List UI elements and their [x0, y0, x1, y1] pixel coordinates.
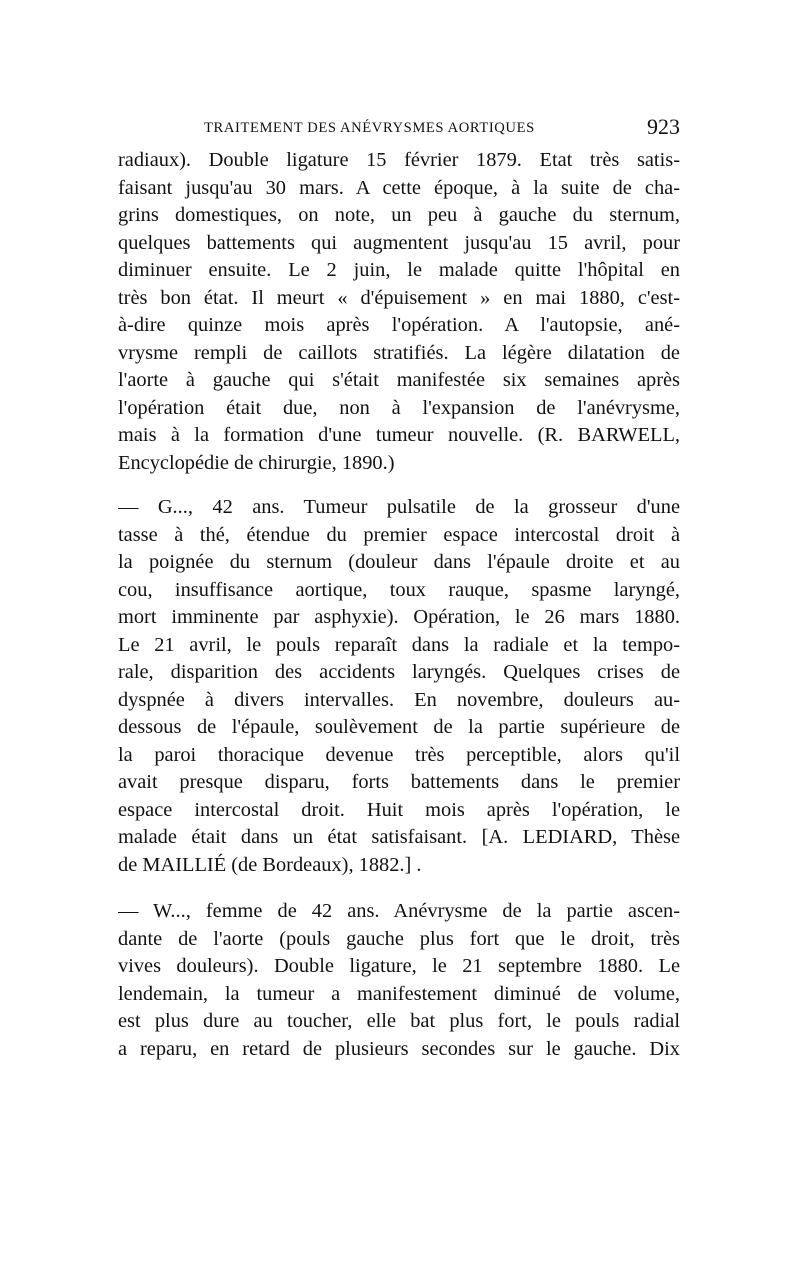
text-line: dyspnée à divers intervalles. En novembre, douleurs au- [118, 688, 680, 711]
text-line: rale, disparition des accidents laryngés. Quelques crises de [118, 661, 680, 683]
text-line: diminuer ensuite. Le 2 juin, le malade quitte l'hôpital en [118, 259, 680, 281]
text-line: à-dire quinze mois après l'opération. A l'autopsie, ané- [118, 314, 680, 336]
running-title: TRAITEMENT DES ANÉVRYSMES AORTIQUES [204, 120, 535, 136]
text-line: avait presque disparu, forts battements dans le premier [118, 771, 680, 793]
text-line: dante de l'aorte (pouls gauche plus fort que le droit, très [118, 927, 680, 950]
page-number: 923 [647, 114, 680, 139]
text-line: la poignée du sternum (douleur dans l'épaule droite et au [118, 551, 680, 573]
text-line: cou, insuffisance aortique, toux rauque, spasme laryngé, [118, 578, 680, 601]
text-line: lendemain, la tumeur a manifestement diminué de volume, [118, 982, 680, 1005]
text-line: faisant jusqu'au 30 mars. A cette époque, à la suite de cha- [118, 176, 680, 199]
text-line: quelques battements qui augmentent jusqu'au 15 avril, pour [118, 231, 680, 254]
paragraph-w-case [118, 898, 680, 1063]
text-line: vives douleurs). Double ligature, le 21 septembre 1880. Le [118, 955, 680, 977]
text-line: très bon état. Il meurt « d'épuisement » en mai 1880, c'est- [118, 286, 680, 309]
text-line: Encyclopédie de chirurgie, 1890.) [118, 451, 395, 474]
text-line: — W..., femme de 42 ans. Anévrysme de la partie ascen- [118, 900, 680, 922]
text-line: de MAILLIÉ (de Bordeaux), 1882.] . [118, 853, 422, 876]
text-line: Le 21 avril, le pouls reparaît dans la radiale et la tempo- [118, 633, 680, 656]
text-line: dessous de l'épaule, soulèvement de la partie supérieure de [118, 716, 680, 738]
text-line: mort imminente par asphyxie). Opération, le 26 mars 1880. [118, 606, 680, 628]
text-line: vrysme rempli de caillots stratifiés. La légère dilatation de [118, 341, 680, 364]
text-line: mais à la formation d'une tumeur nouvelle. (R. BARWELL, [118, 424, 680, 446]
text-line: grins domestiques, on note, un peu à gauche du sternum, [118, 204, 680, 226]
text-line: — G..., 42 ans. Tumeur pulsatile de la grosseur d'une [118, 496, 680, 518]
text-line: l'aorte à gauche qui s'était manifestée six semaines après [118, 369, 680, 391]
running-head [118, 114, 680, 144]
text-line: la paroi thoracique devenue très perceptible, alors qu'il [118, 743, 680, 766]
text-line: l'opération était due, non à l'expansion de l'anévrysme, [118, 396, 680, 419]
text-line: tasse à thé, étendue du premier espace intercostal droit à [118, 523, 680, 546]
text-line: radiaux). Double ligature 15 février 1879. Etat très satis- [118, 149, 680, 171]
paragraph-g-case [118, 494, 680, 879]
text-line: est plus dure au toucher, elle bat plus fort, le pouls radial [118, 1010, 680, 1032]
text-line: a reparu, en retard de plusieurs secondes sur le gauche. Dix [118, 1037, 680, 1060]
text-line: malade était dans un état satisfaisant. [A. LEDIARD, Thèse [118, 826, 680, 848]
paragraph-barwell-case [118, 147, 680, 477]
text-line: espace intercostal droit. Huit mois après l'opération, le [118, 798, 680, 821]
